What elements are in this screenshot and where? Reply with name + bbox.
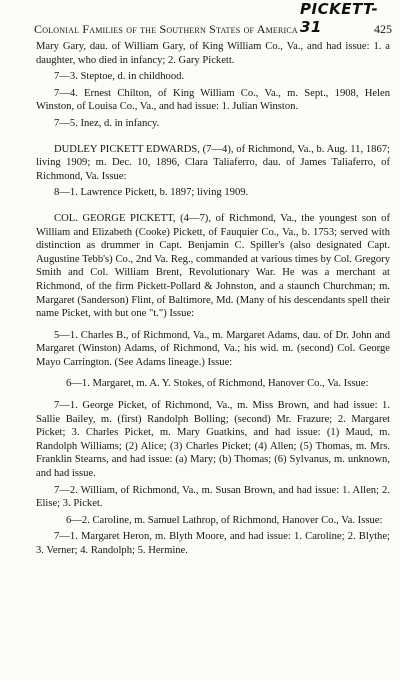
- header-title: Colonial Families of the Southern States of America: [34, 22, 298, 36]
- paragraph: 5—1. Charles B., of Richmond, Va., m. Margaret Adams, dau. of Dr. John and Margaret (Winston) Adams, of Richmond, Va.; his wid. m. (second) Col. George Mayo Carrington. (See Adams lineage.) Issue:: [36, 329, 390, 368]
- paragraph: 7—5. Inez, d. in infancy.: [54, 117, 160, 129]
- running-header: [0, 22, 400, 38]
- paragraph: 7—2. William, of Richmond, Va., m. Susan Brown, and had issue: 1. Allen; 2. Elise; 3. Picket.: [36, 484, 390, 510]
- handwritten-annotation: PICKETT-31: [300, 0, 379, 36]
- paragraph: Mary Gary, dau. of William Gary, of King William Co., Va., and had issue: 1. a daughter, who died in infancy; 2. Gary Pickett.: [36, 41, 390, 66]
- section-heading-paragraph: COL. GEORGE PICKETT, (4—7), of Richmond, Va., the youngest son of William and Elizabeth (Cooke) Pickett, of Fauquier Co., Va., b. 1753; served with distinction as drummer in Capt. Benjamin C. Spiller's (also designated Capt. Augustine Tebb's) Co., 2nd Va. Reg., commanded at various times by Col. Gregory Smith and Col. William Brent, Revolutionary War. He was a merchant at Richmond, of the firm Pickett-Pollard & Johnston, and a staunch Churchman; m. Margaret (Sanderson) Flint, of Baltimore, Md. (Many of his descendants spell their name Picket, with but one "t.") Issue:: [36, 212, 390, 320]
- paragraph: 7—4. Ernest Chilton, of King William Co., Va., m. Sept., 1908, Helen Winston, of Louisa Co., Va., and had issue: 1. Julian Winston.: [36, 87, 390, 113]
- paragraph: 7—1. Margaret Heron, m. Blyth Moore, and had issue: 1. Caroline; 2. Blythe; 3. Verner; 4. Randolph; 5. Hermine.: [36, 531, 390, 556]
- paragraph: 7—3. Steptoe, d. in childhood.: [54, 71, 185, 83]
- paragraph: 6—1. Margaret, m. A. Y. Stokes, of Richmond, Hanover Co., Va. Issue:: [66, 378, 369, 390]
- section-heading-paragraph: DUDLEY PICKETT EDWARDS, (7—4), of Richmond, Va., b. Aug. 11, 1867; living 1909; m. Dec. 10, 1896, Clara Taliaferro, dau. of James Taliaferro, of Richmond, Va. Issue:: [36, 143, 390, 182]
- paragraph: 6—2. Caroline, m. Samuel Lathrop, of Richmond, Hanover Co., Va. Issue:: [66, 514, 383, 526]
- paragraph: 8—1. Lawrence Pickett, b. 1897; living 1909.: [54, 187, 249, 199]
- page-number: 425: [374, 22, 392, 36]
- paragraph: 7—1. George Picket, of Richmond, Va., m. Miss Brown, and had issue: 1. Sallie Bailey, m. (first) Randolph Bolling; (second) Mr. Frazure; 2. Margaret Picket; 3. Charles Picket, m. Mary Guatkins, and had issue: (1) Maud, m. Randolph Williams; (2) Alice; (3) Charles Picket; (4) Allen; (5) Thomas, m. Mrs. Franklin Stearns, and had issue: (a) Mary; (b) Thomas; (6) Sylvanus, m. unknown, and had issue.: [36, 400, 390, 480]
- body-text: [36, 40, 390, 558]
